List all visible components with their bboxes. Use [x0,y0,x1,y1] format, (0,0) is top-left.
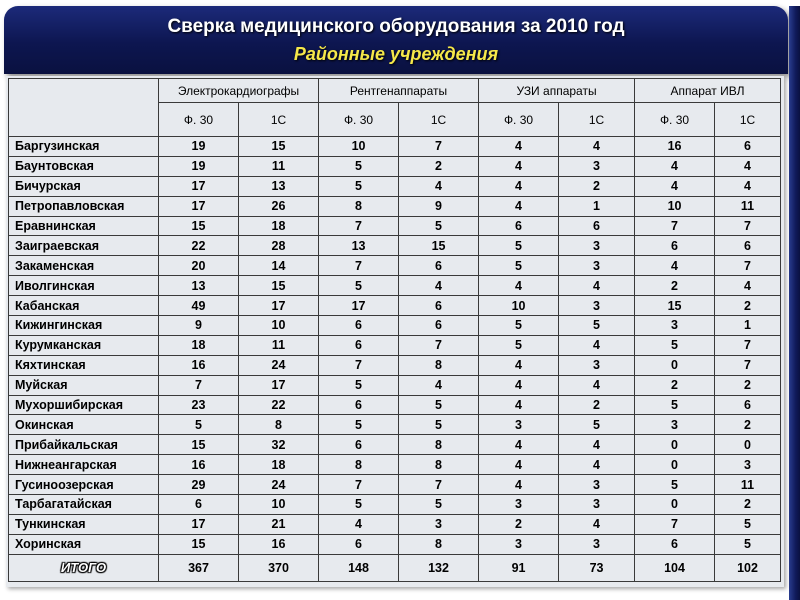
value-cell: 17 [159,196,239,216]
equipment-table [8,78,781,582]
value-cell: 6 [635,236,715,256]
value-cell: 19 [159,137,239,157]
district-name-cell: Заиграевская [9,236,159,256]
value-cell: 4 [635,256,715,276]
value-cell: 3 [559,495,635,515]
value-cell: 10 [635,196,715,216]
district-name-cell: Тункинская [9,514,159,534]
value-cell: 20 [159,256,239,276]
value-cell: 3 [559,236,635,256]
value-cell: 15 [239,137,319,157]
value-cell: 6 [319,435,399,455]
value-cell: 15 [239,276,319,296]
value-cell: 19 [159,156,239,176]
value-cell: 7 [399,335,479,355]
table-row [9,137,781,157]
value-cell: 5 [559,316,635,336]
value-cell: 2 [715,415,781,435]
value-cell: 22 [159,236,239,256]
value-cell: 2 [715,296,781,316]
value-cell: 10 [239,495,319,515]
value-cell: 22 [239,395,319,415]
value-cell: 11 [239,156,319,176]
value-cell: 11 [715,475,781,495]
value-cell: 4 [479,375,559,395]
value-cell: 7 [399,475,479,495]
value-cell: 5 [399,415,479,435]
value-cell: 9 [159,316,239,336]
value-cell: 0 [635,435,715,455]
page-subtitle: Районные учреждения [293,44,499,64]
value-cell: 4 [479,475,559,495]
value-cell: 4 [399,276,479,296]
subheader-cell: 1С [239,103,319,137]
value-cell: 4 [479,276,559,296]
value-cell: 6 [479,216,559,236]
district-name-cell: Еравнинская [9,216,159,236]
value-cell: 24 [239,475,319,495]
value-cell: 17 [159,176,239,196]
district-name-cell: Кижингинская [9,316,159,336]
value-cell: 28 [239,236,319,256]
page-title: Сверка медицинского оборудования за 2010 год [167,16,625,37]
value-cell: 16 [159,455,239,475]
value-cell: 7 [319,475,399,495]
value-cell: 3 [479,534,559,554]
value-cell: 16 [239,534,319,554]
value-cell: 49 [159,296,239,316]
value-cell: 7 [319,256,399,276]
district-name-cell: Баунтовская [9,156,159,176]
table-row [9,236,781,256]
value-cell: 9 [399,196,479,216]
value-cell: 6 [319,316,399,336]
table-row [9,355,781,375]
value-cell: 5 [319,176,399,196]
value-cell: 3 [559,156,635,176]
value-cell: 4 [479,196,559,216]
value-cell: 3 [635,316,715,336]
total-cell: 73 [559,554,635,581]
value-cell: 2 [715,495,781,515]
value-cell: 4 [715,156,781,176]
value-cell: 4 [559,137,635,157]
district-name-cell: Окинская [9,415,159,435]
equipment-table-frame [6,76,784,587]
value-cell: 17 [159,514,239,534]
value-cell: 10 [479,296,559,316]
value-cell: 5 [635,335,715,355]
subheader-cell: 1С [399,103,479,137]
value-cell: 13 [319,236,399,256]
value-cell: 4 [319,514,399,534]
value-cell: 2 [559,176,635,196]
value-cell: 5 [399,216,479,236]
value-cell: 2 [715,375,781,395]
value-cell: 13 [159,276,239,296]
value-cell: 3 [635,415,715,435]
value-cell: 15 [159,216,239,236]
table-row [9,514,781,534]
value-cell: 32 [239,435,319,455]
value-cell: 5 [715,514,781,534]
value-cell: 2 [479,514,559,534]
value-cell: 4 [479,156,559,176]
value-cell: 4 [635,156,715,176]
value-cell: 5 [479,316,559,336]
group-header-ventilator: Аппарат ИВЛ [635,79,781,103]
value-cell: 8 [399,435,479,455]
total-cell: 148 [319,554,399,581]
value-cell: 6 [635,534,715,554]
value-cell: 4 [479,355,559,375]
table-row [9,296,781,316]
table-row [9,475,781,495]
value-cell: 2 [559,395,635,415]
district-name-cell: Хоринская [9,534,159,554]
district-name-cell: Иволгинская [9,276,159,296]
value-cell: 0 [635,355,715,375]
table-row [9,415,781,435]
title-banner [4,6,788,74]
value-cell: 11 [715,196,781,216]
value-cell: 3 [399,514,479,534]
table-row [9,455,781,475]
value-cell: 0 [635,455,715,475]
district-name-cell: Петропавловская [9,196,159,216]
value-cell: 15 [635,296,715,316]
district-name-cell: Муйская [9,375,159,395]
value-cell: 4 [479,395,559,415]
value-cell: 4 [399,176,479,196]
value-cell: 0 [635,495,715,515]
table-row [9,435,781,455]
table-row [9,276,781,296]
value-cell: 5 [319,156,399,176]
table-row [9,316,781,336]
value-cell: 6 [715,236,781,256]
value-cell: 17 [239,296,319,316]
value-cell: 7 [635,216,715,236]
value-cell: 29 [159,475,239,495]
value-cell: 3 [479,415,559,435]
value-cell: 5 [159,415,239,435]
value-cell: 6 [159,495,239,515]
value-cell: 7 [399,137,479,157]
value-cell: 2 [635,375,715,395]
subheader-cell: Ф. 30 [479,103,559,137]
total-cell: 370 [239,554,319,581]
decorative-side-bar [789,6,800,600]
value-cell: 14 [239,256,319,276]
value-cell: 5 [479,335,559,355]
value-cell: 5 [319,276,399,296]
value-cell: 1 [559,196,635,216]
value-cell: 5 [399,495,479,515]
value-cell: 4 [559,276,635,296]
value-cell: 26 [239,196,319,216]
table-row [9,375,781,395]
value-cell: 4 [559,375,635,395]
value-cell: 6 [399,256,479,276]
value-cell: 8 [399,455,479,475]
district-name-cell: Прибайкальская [9,435,159,455]
value-cell: 17 [319,296,399,316]
group-header-row [9,79,781,103]
value-cell: 11 [239,335,319,355]
group-header-xray: Рентгенаппараты [319,79,479,103]
value-cell: 4 [715,176,781,196]
value-cell: 5 [635,475,715,495]
value-cell: 7 [635,514,715,534]
value-cell: 3 [559,355,635,375]
value-cell: 10 [239,316,319,336]
value-cell: 21 [239,514,319,534]
value-cell: 16 [159,355,239,375]
district-name-cell: Курумканская [9,335,159,355]
value-cell: 5 [479,236,559,256]
table-row [9,335,781,355]
subheader-cell: 1С [559,103,635,137]
value-cell: 15 [159,435,239,455]
table-row [9,495,781,515]
value-cell: 3 [559,256,635,276]
value-cell: 17 [239,375,319,395]
value-cell: 4 [559,435,635,455]
value-cell: 5 [319,415,399,435]
group-header-ultrasound: УЗИ аппараты [479,79,635,103]
value-cell: 5 [559,415,635,435]
value-cell: 7 [715,256,781,276]
value-cell: 4 [559,335,635,355]
value-cell: 5 [715,534,781,554]
value-cell: 4 [399,375,479,395]
value-cell: 6 [715,395,781,415]
table-row [9,176,781,196]
value-cell: 8 [319,196,399,216]
value-cell: 3 [559,534,635,554]
value-cell: 8 [399,534,479,554]
subheader-cell: 1С [715,103,781,137]
total-label: ИТОГО [9,554,159,581]
value-cell: 8 [399,355,479,375]
value-cell: 6 [399,296,479,316]
table-row [9,534,781,554]
value-cell: 7 [715,355,781,375]
total-cell: 102 [715,554,781,581]
subheader-cell: Ф. 30 [319,103,399,137]
value-cell: 7 [715,216,781,236]
value-cell: 24 [239,355,319,375]
table-row [9,256,781,276]
value-cell: 7 [319,355,399,375]
value-cell: 1 [715,316,781,336]
total-cell: 91 [479,554,559,581]
district-name-cell: Нижнеангарская [9,455,159,475]
value-cell: 5 [399,395,479,415]
table-row [9,395,781,415]
value-cell: 2 [635,276,715,296]
value-cell: 4 [715,276,781,296]
table-row [9,196,781,216]
value-cell: 18 [159,335,239,355]
value-cell: 4 [479,176,559,196]
district-name-cell: Баргузинская [9,137,159,157]
value-cell: 3 [479,495,559,515]
total-cell: 104 [635,554,715,581]
value-cell: 7 [159,375,239,395]
district-name-cell: Кабанская [9,296,159,316]
district-name-cell: Гусиноозерская [9,475,159,495]
value-cell: 13 [239,176,319,196]
value-cell: 6 [715,137,781,157]
subheader-cell: Ф. 30 [159,103,239,137]
value-cell: 15 [159,534,239,554]
value-cell: 6 [319,534,399,554]
district-name-cell: Кяхтинская [9,355,159,375]
value-cell: 8 [319,455,399,475]
value-cell: 5 [319,375,399,395]
table-body [9,137,781,555]
value-cell: 8 [239,415,319,435]
value-cell: 2 [399,156,479,176]
district-name-cell: Закаменская [9,256,159,276]
value-cell: 3 [559,475,635,495]
subheader-cell: Ф. 30 [635,103,715,137]
value-cell: 5 [319,495,399,515]
group-header-ecg: Электрокардиографы [159,79,319,103]
value-cell: 4 [479,455,559,475]
value-cell: 5 [635,395,715,415]
table-row [9,156,781,176]
value-cell: 4 [479,435,559,455]
district-name-cell: Мухоршибирская [9,395,159,415]
value-cell: 3 [559,296,635,316]
value-cell: 4 [559,455,635,475]
value-cell: 6 [319,395,399,415]
district-name-cell: Бичурская [9,176,159,196]
value-cell: 6 [399,316,479,336]
value-cell: 4 [479,137,559,157]
value-cell: 5 [479,256,559,276]
value-cell: 15 [399,236,479,256]
total-cell: 367 [159,554,239,581]
value-cell: 6 [319,335,399,355]
district-name-cell: Тарбагатайская [9,495,159,515]
total-row [9,554,781,581]
value-cell: 23 [159,395,239,415]
value-cell: 7 [715,335,781,355]
value-cell: 4 [635,176,715,196]
value-cell: 4 [559,514,635,534]
value-cell: 16 [635,137,715,157]
value-cell: 7 [319,216,399,236]
value-cell: 6 [559,216,635,236]
value-cell: 3 [715,455,781,475]
value-cell: 0 [715,435,781,455]
table-row [9,216,781,236]
corner-header-cell [9,79,159,137]
value-cell: 18 [239,455,319,475]
value-cell: 10 [319,137,399,157]
value-cell: 18 [239,216,319,236]
total-cell: 132 [399,554,479,581]
